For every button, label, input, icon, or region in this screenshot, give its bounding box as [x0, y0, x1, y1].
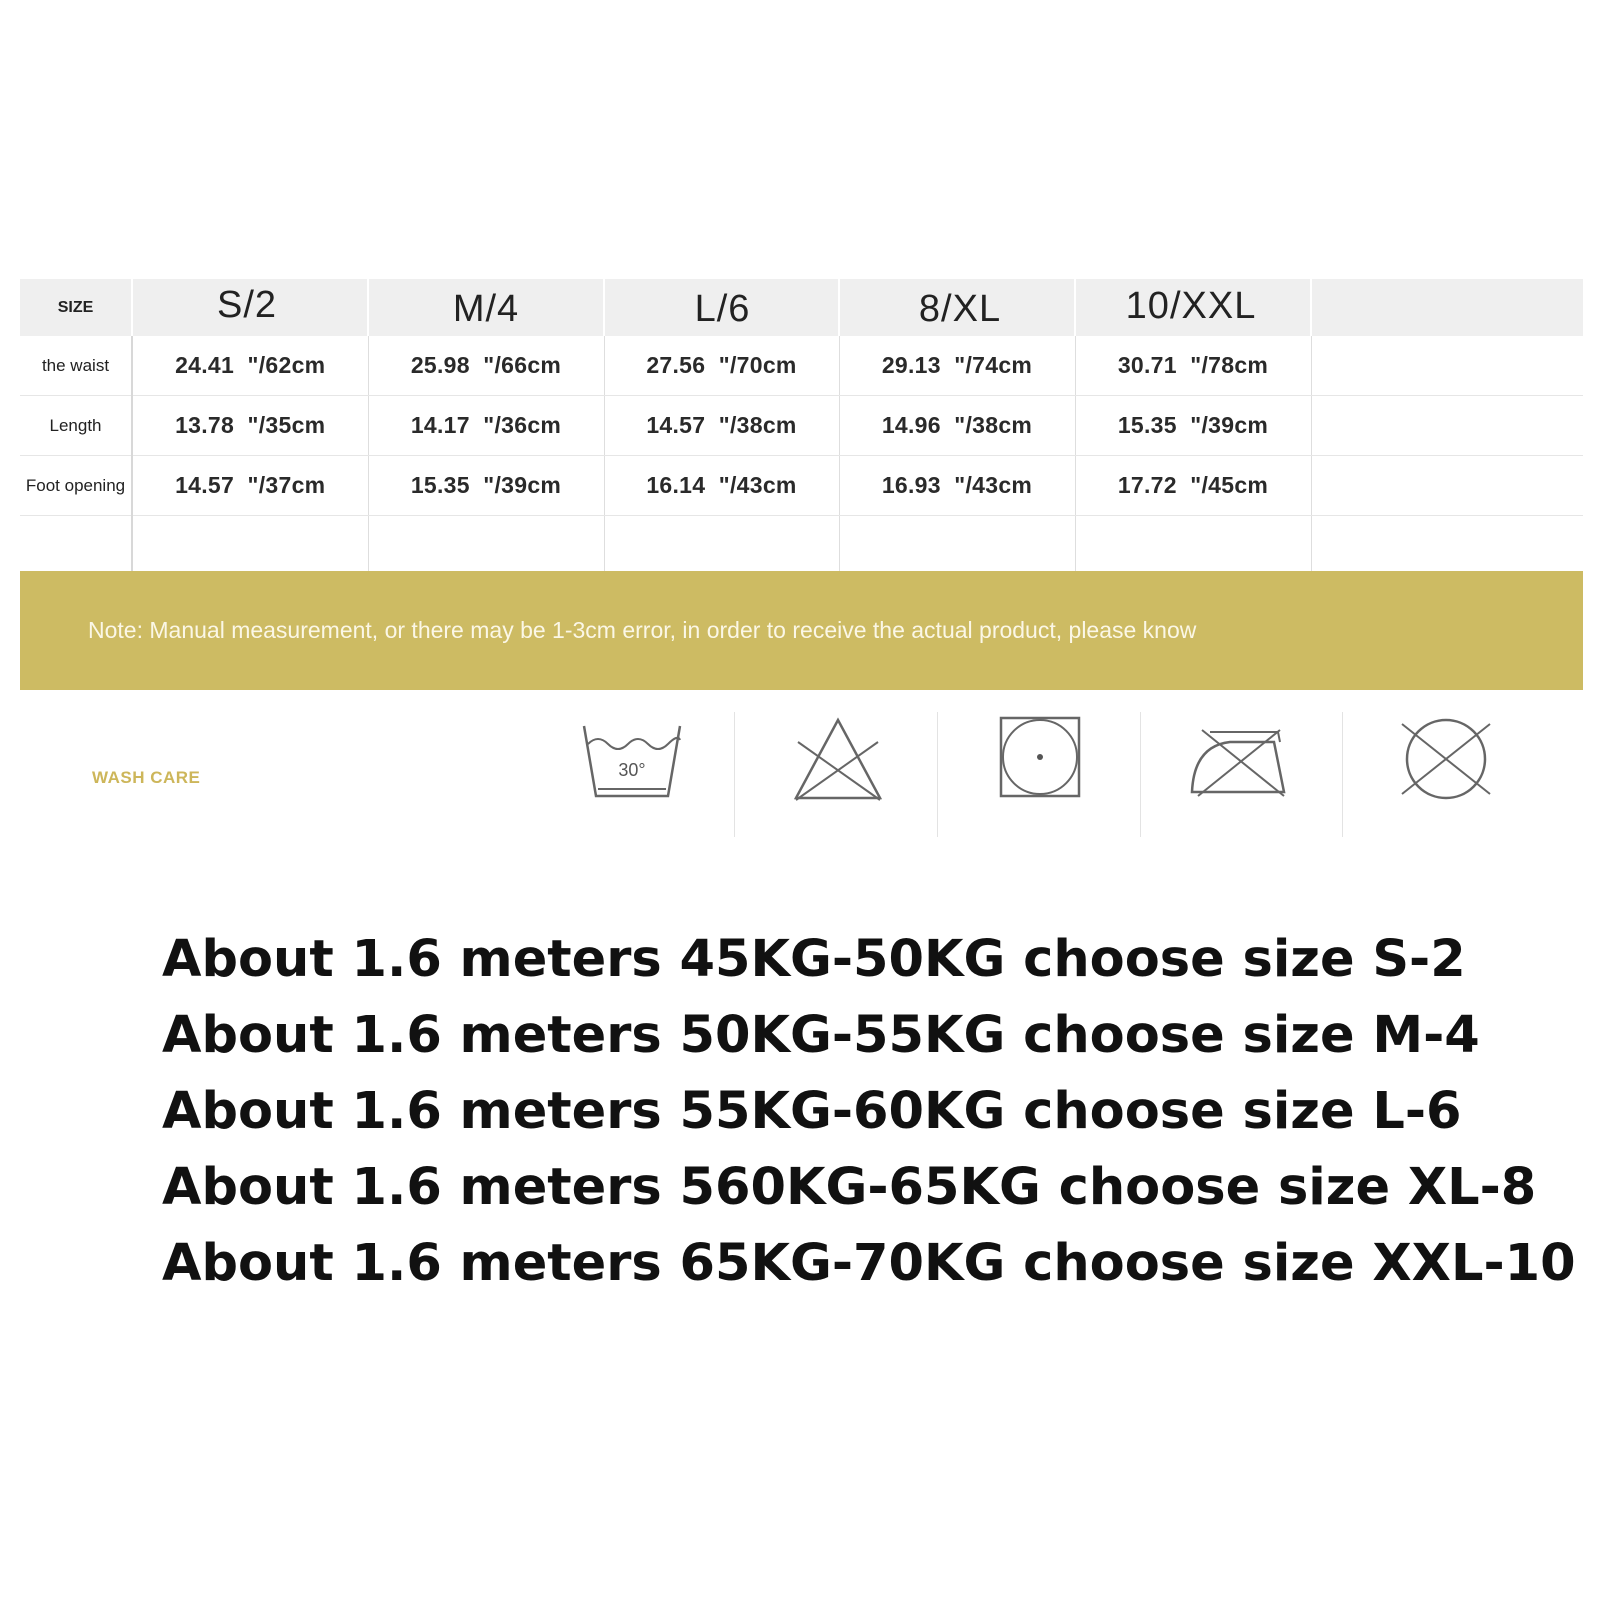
wash-care-divider: [1140, 712, 1141, 837]
recommendation-line: About 1.6 meters 45KG-50KG choose size S-2: [162, 930, 1466, 989]
table-cell: [604, 396, 839, 456]
size-header-label-cell: [20, 279, 132, 336]
table-cell: [1075, 456, 1311, 516]
foot-opening-value: 16.14 "/43cm: [646, 472, 797, 498]
table-cell: [604, 456, 839, 516]
table-cell: [132, 456, 368, 516]
size-header-empty-cell: [1311, 279, 1583, 336]
wash-30-icon: [580, 716, 684, 804]
note-banner: [20, 571, 1583, 690]
length-value: 14.17 "/36cm: [410, 412, 562, 438]
no-bleach-icon: [790, 716, 886, 804]
size-chart-table: [20, 279, 1583, 576]
row-label-cell: [20, 456, 132, 516]
table-row: [20, 456, 1583, 516]
table-cell: [839, 396, 1075, 456]
size-header-cell: [368, 279, 604, 336]
table-row: [20, 336, 1583, 396]
size-header-cell: [1075, 279, 1311, 336]
table-cell-empty: [604, 516, 839, 576]
row-label-foot-opening: Foot opening: [25, 475, 126, 495]
table-cell-empty: [1311, 336, 1583, 396]
table-cell: [368, 336, 604, 396]
table-cell-empty: [368, 516, 604, 576]
no-iron-icon: [1188, 716, 1288, 802]
recommendation-line: About 1.6 meters 50KG-55KG choose size M-4: [162, 1006, 1480, 1065]
foot-opening-value: 16.93 "/43cm: [881, 472, 1033, 498]
tumble-dry-low-icon: [999, 716, 1081, 798]
foot-opening-value: 14.57 "/37cm: [175, 472, 326, 498]
table-cell: [368, 456, 604, 516]
table-cell: [368, 396, 604, 456]
table-cell: [604, 336, 839, 396]
length-value: 14.57 "/38cm: [646, 412, 797, 438]
table-cell: [132, 396, 368, 456]
waist-value: 27.56 "/70cm: [646, 352, 797, 378]
table-cell-empty: [839, 516, 1075, 576]
table-row: [20, 396, 1583, 456]
size-header-label: SIZE: [57, 298, 94, 316]
recommendation-line: About 1.6 meters 560KG-65KG choose size XL-8: [162, 1158, 1537, 1217]
recommendation-line: About 1.6 meters 55KG-60KG choose size L-6: [162, 1082, 1462, 1141]
length-value: 15.35 "/39cm: [1117, 412, 1269, 438]
note-text: Note: Manual measurement, or there may be 1-3cm error, in order to receive the actual product, please know: [88, 617, 1197, 643]
size-header-cell: [604, 279, 839, 336]
size-header-l6: L/6: [694, 288, 751, 330]
wash-care-section: [20, 704, 1583, 844]
wash-care-divider: [937, 712, 938, 837]
row-label-waist: the waist: [41, 355, 110, 375]
row-label-cell: [20, 336, 132, 396]
table-cell: [839, 336, 1075, 396]
length-value: 13.78 "/35cm: [175, 412, 326, 438]
table-cell: [1075, 336, 1311, 396]
foot-opening-value: 15.35 "/39cm: [410, 472, 562, 498]
table-cell-empty: [20, 516, 132, 576]
row-label-cell: [20, 396, 132, 456]
table-cell: [839, 456, 1075, 516]
size-header-s2: S/2: [216, 284, 278, 326]
table-cell-empty: [1075, 516, 1311, 576]
recommendation-line: About 1.6 meters 65KG-70KG choose size XXL-10: [162, 1234, 1576, 1293]
size-header-10xxl: 10/XXL: [1125, 285, 1257, 327]
size-header-row: [20, 279, 1583, 336]
size-recommendations: [162, 922, 1576, 1302]
waist-value: 25.98 "/66cm: [410, 352, 562, 378]
waist-value: 24.41 "/62cm: [175, 352, 326, 378]
waist-value: 30.71 "/78cm: [1117, 352, 1269, 378]
foot-opening-value: 17.72 "/45cm: [1117, 472, 1269, 498]
size-header-cell: [839, 279, 1075, 336]
wash-temp-text: 30°: [618, 760, 646, 780]
table-cell-empty: [1311, 396, 1583, 456]
table-row-empty: [20, 516, 1583, 576]
row-label-length: Length: [49, 415, 102, 435]
no-dry-clean-icon: [1398, 716, 1494, 802]
size-header-m4: M/4: [452, 288, 520, 330]
size-header-cell: [132, 279, 368, 336]
table-cell-empty: [1311, 456, 1583, 516]
size-header-8xl: 8/XL: [918, 288, 1002, 330]
length-value: 14.96 "/38cm: [881, 412, 1033, 438]
table-cell-empty: [1311, 516, 1583, 576]
table-cell: [132, 336, 368, 396]
table-cell-empty: [132, 516, 368, 576]
wash-care-divider: [734, 712, 735, 837]
waist-value: 29.13 "/74cm: [881, 352, 1033, 378]
wash-care-label: WASH CARE: [92, 768, 201, 787]
table-cell: [1075, 396, 1311, 456]
wash-care-divider: [1342, 712, 1343, 837]
